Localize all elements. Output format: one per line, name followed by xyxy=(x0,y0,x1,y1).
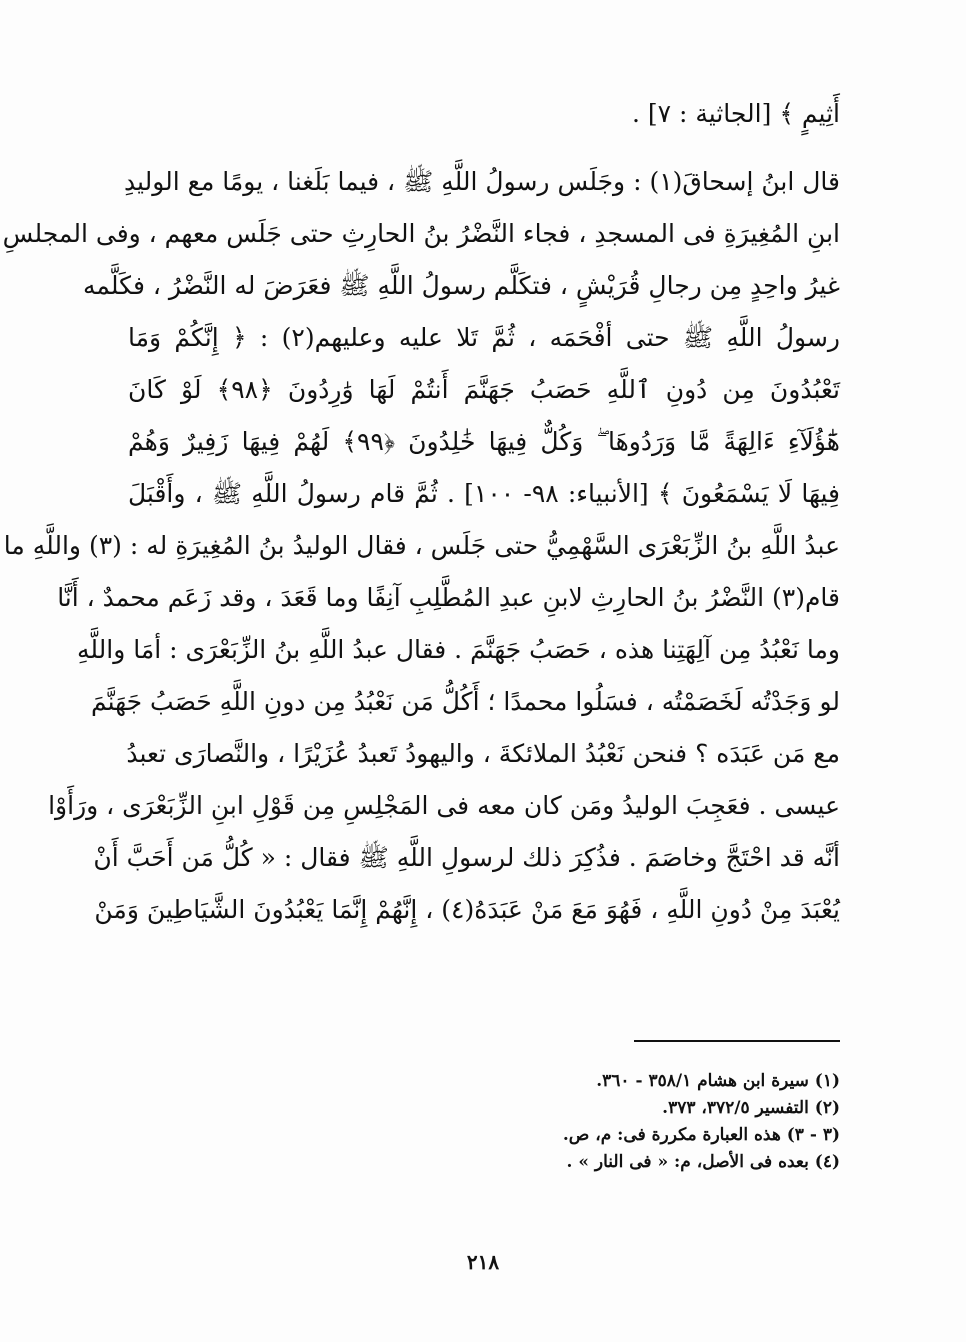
main-text xyxy=(2,88,841,936)
text-line: عيسى . فعَجِبَ الوليدُ ومَن كان معه فى المَجْلِسِ مِن قَوْلِ ابنِ الزِّبَعْرَى ، ورَأَوْا xyxy=(48,791,840,820)
footnote: (٢) التفسير ٣٧٢/٥، ٣٧٣. xyxy=(662,1098,840,1118)
text-line: رسولُ اللَّهِ ﷺ حتى أفْحَمَه ، ثُمَّ تَلا عليه وعليهم(٢) : ﴿ إِنَّكُمْ وَمَا xyxy=(128,323,840,352)
text-line: ابنِ المُغِيرَةِ فى المسجدِ ، فجاء النَّضْرُ بنُ الحارِثِ حتى جَلَس معهم ، وفى المجلسِ xyxy=(2,219,840,248)
footnote-separator xyxy=(634,1040,840,1042)
text-line: قام(٣) النَّضْرُ بنُ الحارِثِ لابنِ عبدِ المُطَّلِبِ آنِفًا وما قَعَدَ ، وقد زَعَم محمدٌ ، أَنَّا xyxy=(57,583,840,612)
footnotes xyxy=(440,1068,840,1176)
text-line: أَثِيمٍ ﴾ [الجاثية : ٧] . xyxy=(631,99,840,128)
footnote: (٣ - ٣) هذه العبارة مكررة فى: م، ص. xyxy=(562,1125,840,1145)
footnote: (١) سيرة ابن هشام ٣٥٨/١ - ٣٦٠. xyxy=(596,1071,840,1091)
text-line: قال ابنُ إسحاقَ(١) : وجَلَس رسولُ اللَّهِ ﷺ ، فيما بَلَغنا ، يومًا مع الوليدِ xyxy=(123,167,840,196)
text-line: تَعْبُدُونَ مِن دُونِ ٱللَّهِ حَصَبُ جَهَنَّمَ أَنتُمْ لَهَا وَٰرِدُونَ ﴿٩٨﴾ لَوْ كَانَ xyxy=(128,375,841,404)
text-line: هَٰٓؤُلَآءِ ءَالِهَةً مَّا وَرَدُوهَا ۖ وَكُلٌّ فِيهَا خَٰلِدُونَ ﴿٩٩﴾ لَهُمْ فِيهَا زَفِيرٌ وَهُمْ xyxy=(128,427,840,456)
text-line: وما نَعْبُدُ مِن آلِهَتِنا هذه ، حَصَبُ جَهَنَّمَ . فقال عبدُ اللَّهِ بنُ الزِّبَعْرَى : أمَا واللَّهِ xyxy=(76,635,840,664)
text-line: عبدُ اللَّهِ بنُ الزِّبَعْرَى السَّهْمِيُّ حتى جَلَس ، فقال الوليدُ بنُ المُغِيرَةِ له : (٣) واللَّهِ ما xyxy=(3,531,840,560)
footnote: (٤) بعده فى الأصل، م: « فى النار » . xyxy=(566,1152,840,1172)
text-line: يُعْبَدَ مِنْ دُونِ اللَّهِ ، فَهُوَ مَعَ مَنْ عَبَدَهُ(٤) ، إِنَّهُمْ إِنَّمَا يَعْبُدُونَ الشَّيَاطِينَ وَمَنْ xyxy=(94,895,840,924)
text-line: أنَّه قد احْتَجَّ وخاصَمَ . فذُكِرَ ذلك لرسولِ اللَّهِ ﷺ فقال : « كُلُّ مَن أَحَبَّ أَنْ xyxy=(93,843,840,872)
text-line: غيرُ واحِدٍ مِن رجالِ قُرَيْشٍ ، فتكَلَّم رسولُ اللَّهِ ﷺ فعَرَضَ له النَّضْرُ ، فكَلَّمه xyxy=(83,271,840,300)
text-line: فِيهَا لَا يَسْمَعُونَ ﴾ [الأنبياء: ٩٨- ١٠٠] . ثُمَّ قام رسولُ اللَّهِ ﷺ ، وأَقْبَلَ xyxy=(128,479,840,508)
text-line: لو وَجَدْتُه لَخَصَمْتُه ، فسَلُوا محمدًا ؛ أَكُلُّ مَن نَعْبُدُ مِن دونِ اللَّهِ حَصَبُ جَهَنَّمَ xyxy=(90,687,840,716)
page-number: ٢١٨ xyxy=(466,1250,500,1274)
text-line: مع مَن عَبَدَه ؟ فنحن نَعْبُدُ الملائكةَ ، واليهودُ تَعبدُ عُزَيْرًا ، والنَّصارَى تعبدُ xyxy=(126,739,840,768)
